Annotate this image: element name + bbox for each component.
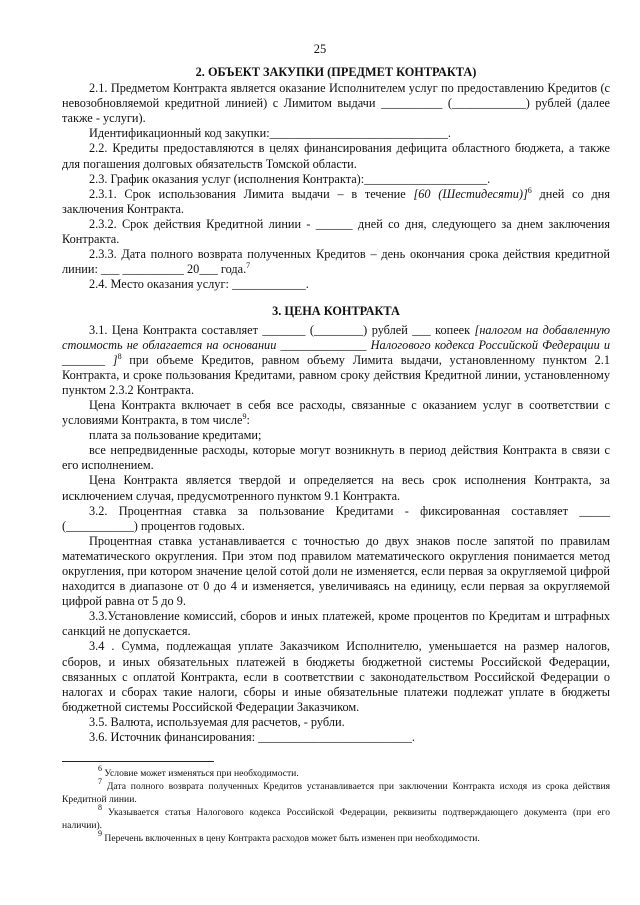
- clause-2-3-3-text: 2.3.3. Дата полного возврата полученных Кредитов – день окончания срока действия кредитной линии: ___ __________ 20___ года.: [62, 247, 610, 277]
- clause-2-3-2: 2.3.2. Срок действия Кредитной линии - ______ дней со дня, следующего за днем заключения Контракта.: [62, 216, 610, 247]
- footnote-separator: [62, 761, 214, 762]
- clause-2-3-1: [62, 187, 610, 217]
- footnote-ref-9: 9: [242, 412, 247, 422]
- clause-2-3-3: [62, 247, 610, 277]
- clause-2-1: 2.1. Предметом Контракта является оказание Исполнителем услуг по предоставлению Кредитов (с невозобновляемой кредитной линией) с Лимитом выдачи __________ (____________) рублей (далее также - услуги).: [62, 81, 610, 126]
- page-number: 25: [313, 42, 327, 56]
- procurement-code: Идентификационный код закупки:_____________________________.: [89, 126, 451, 141]
- price-includes-colon: :: [246, 413, 250, 428]
- clause-2-4: 2.4. Место оказания услуг: ____________.: [89, 277, 309, 292]
- clause-3-1-italic: [налогом на добавленную стоимость не облагается на основании ______________ Налогового кодекса Российской Федерации и _______ ]: [62, 322, 610, 367]
- clause-3-1-text-a: 3.1. Цена Контракта составляет _______ (________) рублей ___ копеек: [89, 322, 475, 337]
- section-3-heading: 3. ЦЕНА КОНТРАКТА: [272, 304, 400, 319]
- clause-3-6: 3.6. Источник финансирования: _________________________.: [89, 730, 415, 745]
- clause-2-3-1-text-b: дней со дня заключения Контракта.: [62, 186, 610, 216]
- footnote-number: 6: [98, 764, 102, 773]
- clause-2-3: 2.3. График оказания услуг (исполнения Контракта):____________________.: [89, 171, 491, 186]
- footnote-7: [62, 777, 610, 806]
- clause-3-2: 3.2. Процентная ставка за пользование Кредитами - фиксированная составляет _____ (___________) процентов годовых.: [62, 503, 610, 533]
- list-item: все непредвиденные расходы, которые могут возникнуть в период действия Контракта в связи с его исполнением.: [62, 443, 610, 473]
- footnote-9: [62, 829, 610, 846]
- clause-2-2: 2.2. Кредиты предоставляются в целях финансирования дефицита областного бюджета, а также для погашения долговых обязательств Томской области.: [62, 141, 610, 171]
- footnote-text: Указывается статья Налогового кодекса Российской Федерации, реквизиты подтверждающего документа (при его наличии).: [62, 807, 610, 831]
- rounding-rule: Процентная ставка устанавливается с точностью до двух знаков после запятой по правилам математического округления. При этом под правилом математического округления понимается метод округления, при котором значение целой сотой доли не изменяется, если первая за округляемой цифрой находится в диапазоне от 0 до 4 и изменяется, увеличиваясь на единицу, если первая за округляемой цифрой равна от 5 до 9.: [62, 533, 610, 609]
- price-fixed: Цена Контракта является твердой и определяется на весь срок исполнения Контракта, за исключением случая, предусмотренного пунктом 9.1 Контракта.: [62, 473, 610, 503]
- clause-2-3-1-italic: [60 (Шестидесяти)]: [413, 186, 528, 201]
- clause-3-1: [62, 323, 610, 398]
- footnote-number: 8: [98, 803, 102, 812]
- document-body: [62, 63, 610, 745]
- section-2-heading: 2. ОБЪЕКТ ЗАКУПКИ (ПРЕДМЕТ КОНТРАКТА): [195, 65, 477, 79]
- footnote-ref-7: 7: [246, 261, 251, 271]
- footnote-text: Условие может изменяться при необходимости.: [104, 768, 299, 779]
- clause-3-3: 3.3.Установление комиссий, сборов и иных платежей, кроме процентов по Кредитам и штрафных санкций не допускается.: [62, 609, 610, 639]
- clause-2-3-1-text-a: 2.3.1. Срок использования Лимита выдачи – в течение: [89, 186, 414, 201]
- list-item: плата за пользование кредитами;: [89, 428, 262, 443]
- price-includes: [62, 398, 610, 428]
- footnote-ref-6: 6: [527, 185, 532, 195]
- footnote-6: [62, 764, 610, 781]
- footnote-text: Дата полного возврата полученных Кредитов устанавливается при заключении Контракта исходя из срока действия Кредитной линии.: [62, 781, 610, 805]
- footnote-text: Перечень включенных в цену Контракта расходов может быть изменен при необходимости.: [104, 833, 480, 844]
- clause-3-5: 3.5. Валюта, используемая для расчетов, - рубли.: [89, 714, 345, 729]
- footnote-number: 7: [98, 777, 102, 786]
- clause-3-4: 3.4 . Сумма, подлежащая уплате Заказчиком Исполнителю, уменьшается на размер налогов, сборов, и иных обязательных платежей в бюджеты бюджетной системы Российской Федерации, связанных с оплатой Контракта, если в соответствии с законодательством Российской Федерации о налогах и сборах такие налоги, сборы и иные обязательные платежи подлежат уплате в бюджеты бюджетной системы Российской Федерации Заказчиком.: [62, 639, 610, 714]
- clause-3-1-text-b: при объеме Кредитов, равном объему Лимита выдачи, установленному пунктом 2.1 Контракта, и сроке пользования Кредитами, равном сроку действия Кредитной линии, установленному пунктом 2.3.2 Контракта.: [62, 352, 610, 397]
- footnote-ref-8: 8: [117, 351, 122, 361]
- price-includes-text: Цена Контракта включает в себя все расходы, связанные с оказанием услуг в соответствии с условиями Контракта, в том числе: [62, 397, 610, 428]
- footnote-8: [62, 803, 610, 832]
- footnote-number: 9: [98, 829, 102, 838]
